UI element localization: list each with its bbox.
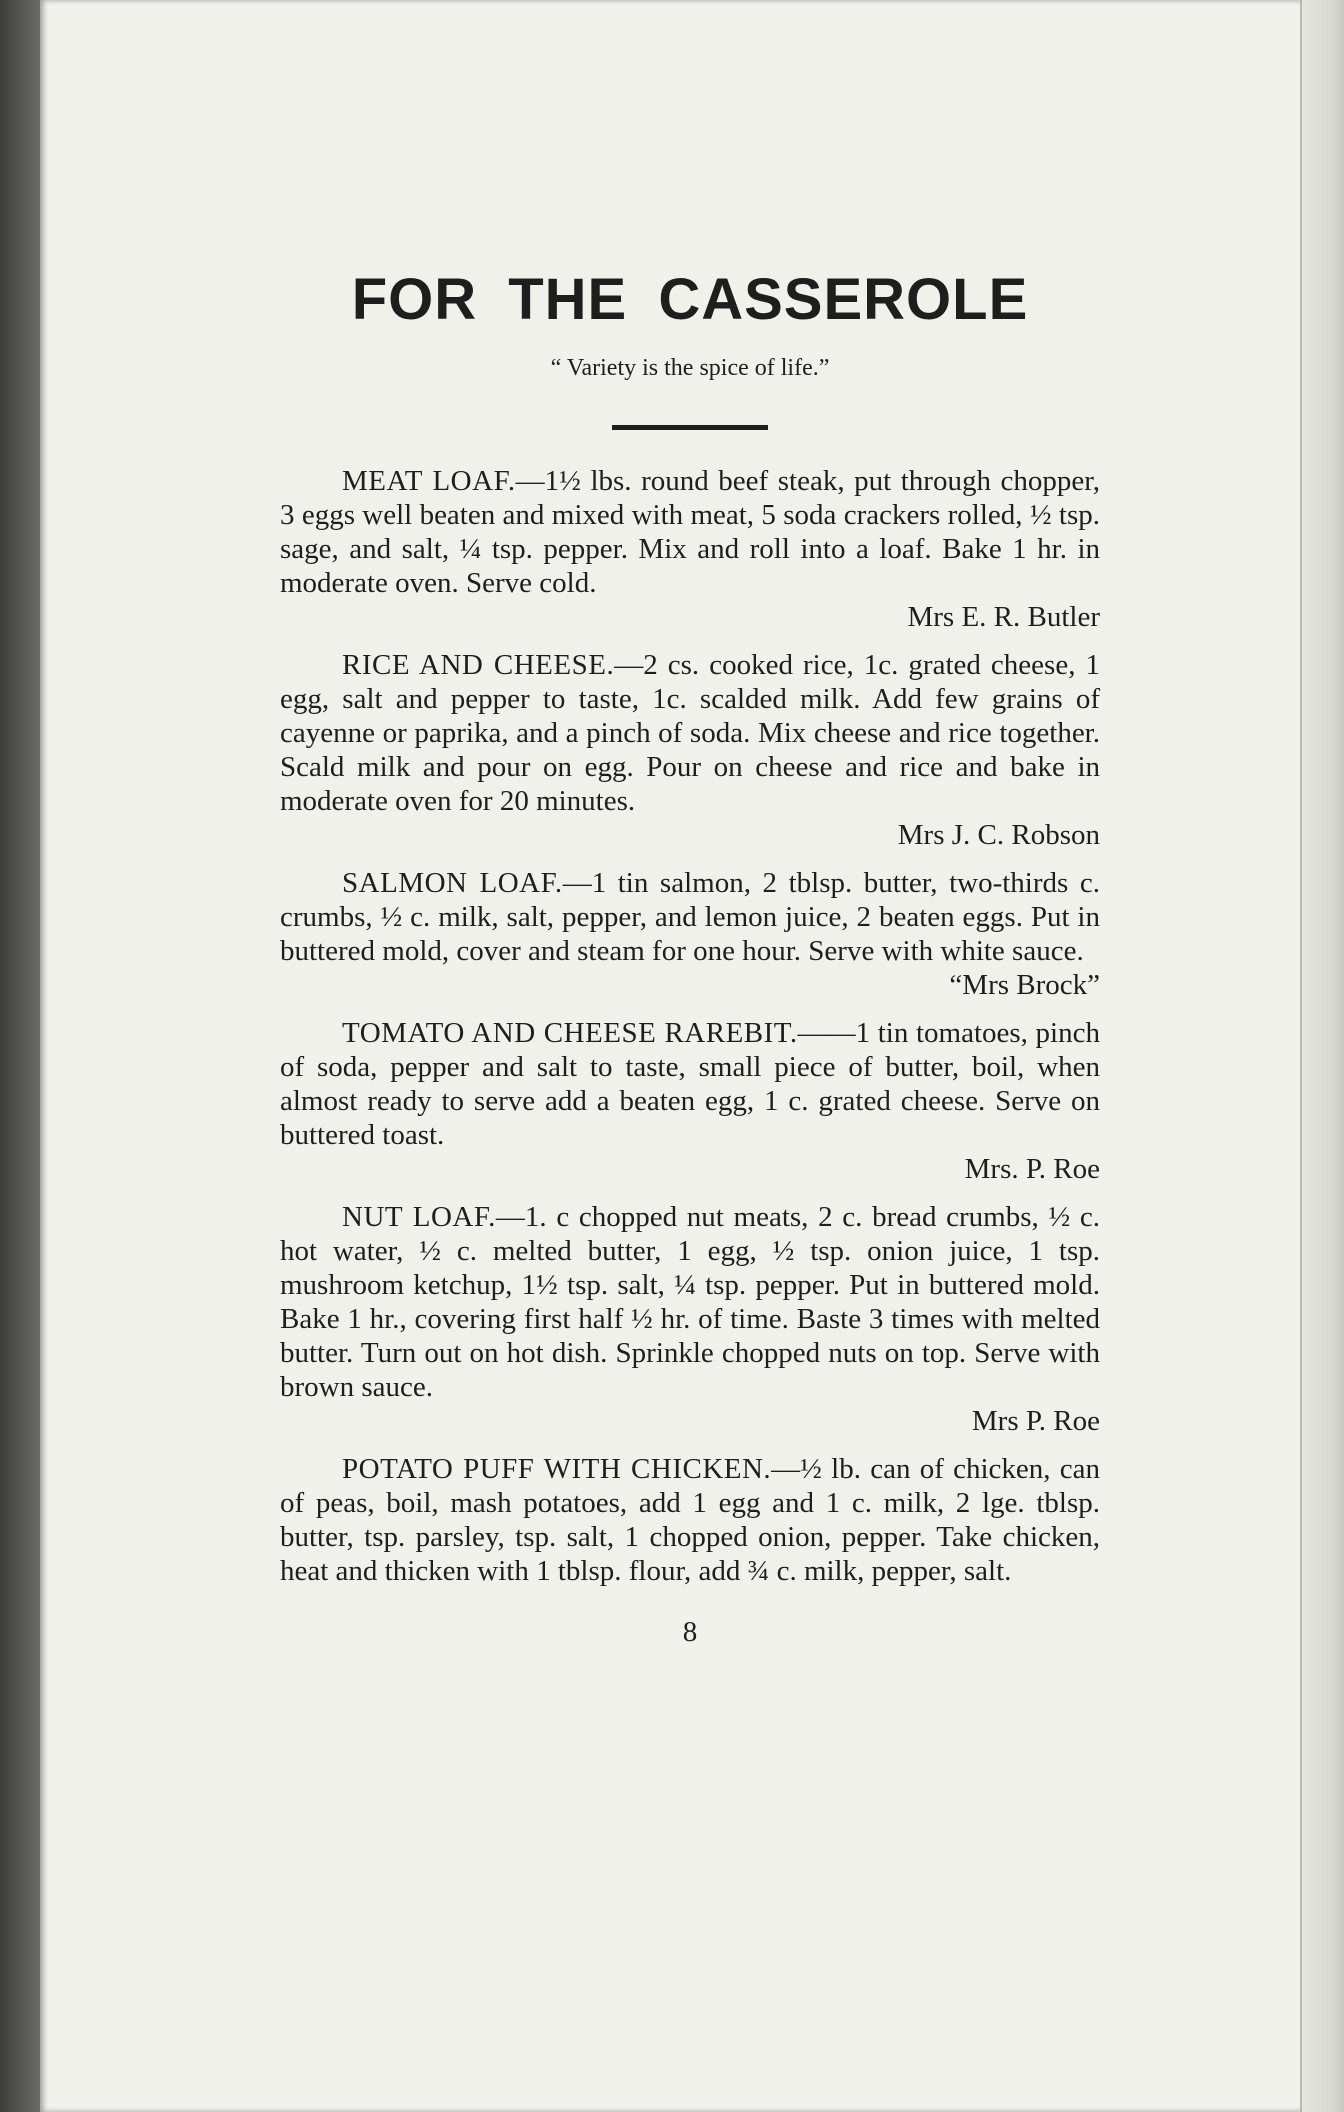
recipe-nut-loaf xyxy=(280,1200,1100,1438)
recipe-body xyxy=(280,1200,1100,1404)
recipe-author: Mrs E. R. Butler xyxy=(907,601,1100,633)
page-number: 8 xyxy=(682,1616,698,1648)
recipe-body xyxy=(280,648,1100,818)
recipe-text: —1½ lbs. round beef steak, put through chopper, 3 eggs well beaten and mixed with meat, 5 soda crackers rolled, ½ tsp. sage, and salt, ¼ tsp. pepper. Mix and roll into a loaf. Bake 1 hr. in moderate oven. Serve cold. xyxy=(280,465,1101,599)
recipe-name: RICE AND CHEESE. xyxy=(342,649,615,681)
recipe-author: Mrs J. C. Robson xyxy=(897,819,1100,851)
recipe-salmon-loaf xyxy=(280,866,1100,1002)
title-divider xyxy=(612,425,768,430)
recipe-text: ——1 tin tomatoes, pinch of soda, pepper and salt to taste, small piece of butter, boil, when almost ready to serve add a beaten egg, 1 c. grated cheese. Serve on buttered toast. xyxy=(280,1017,1100,1151)
recipe-body xyxy=(280,464,1100,600)
epigraph: “ Variety is the spice of life.” xyxy=(550,355,830,381)
recipe-name: MEAT LOAF. xyxy=(342,465,516,497)
recipe-text: —½ lb. can of chicken, can of peas, boil, mash potatoes, add 1 egg and 1 c. milk, 2 lge. tblsp. butter, tsp. parsley, tsp. salt, 1 chopped onion, pepper. Take chicken, heat and thicken with 1 tblsp. flour, add ¾ c. milk, pepper, salt. xyxy=(280,1453,1100,1587)
recipe-meat-loaf xyxy=(280,464,1100,634)
recipe-author: Mrs. P. Roe xyxy=(964,1153,1100,1185)
recipe-name: TOMATO AND CHEESE RAREBIT. xyxy=(342,1017,798,1049)
recipe-author: Mrs P. Roe xyxy=(971,1405,1100,1437)
recipe-rice-and-cheese xyxy=(280,648,1100,852)
recipe-potato-puff-with-chicken xyxy=(280,1452,1100,1588)
recipe-body xyxy=(280,1452,1100,1588)
recipe-name: POTATO PUFF WITH CHICKEN. xyxy=(342,1453,772,1485)
recipe-text: —1. c chopped nut meats, 2 c. bread crumbs, ½ c. hot water, ½ c. melted butter, 1 egg, ½ tsp. onion juice, 1 tsp. mushroom ketchup, 1½ tsp. salt, ¼ tsp. pepper. Put in buttered mold. Bake 1 hr., covering first half ½ hr. of time. Baste 3 times with melted butter. Turn out on hot dish. Sprinkle chopped nuts on top. Serve with brown sauce. xyxy=(280,1201,1100,1403)
recipe-text: —2 cs. cooked rice, 1c. grated cheese, 1 egg, salt and pepper to taste, 1c. scalded milk. Add few grains of cayenne or paprika, and a pinch of soda. Mix cheese and rice together. Scald milk and pour on egg. Pour on cheese and rice and bake in moderate oven for 20 minutes. xyxy=(280,649,1101,817)
scan-binding-edge xyxy=(0,0,40,2112)
page-title: FOR THE CASSEROLE xyxy=(351,267,1029,332)
recipe-tomato-cheese-rarebit xyxy=(280,1016,1100,1186)
recipe-body xyxy=(280,866,1100,968)
recipe-author: “Mrs Brock” xyxy=(949,969,1100,1001)
page-content xyxy=(280,265,1100,1649)
recipe-name: NUT LOAF. xyxy=(342,1201,496,1233)
recipe-text: —1 tin salmon, 2 tblsp. butter, two-thirds c. crumbs, ½ c. milk, salt, pepper, and lemon juice, 2 beaten eggs. Put in buttered mold, cover and steam for one hour. Serve with white sauce. xyxy=(280,867,1100,967)
recipe-body xyxy=(280,1016,1100,1152)
facing-page-edge xyxy=(1300,0,1344,2112)
recipe-name: SALMON LOAF. xyxy=(342,867,563,899)
